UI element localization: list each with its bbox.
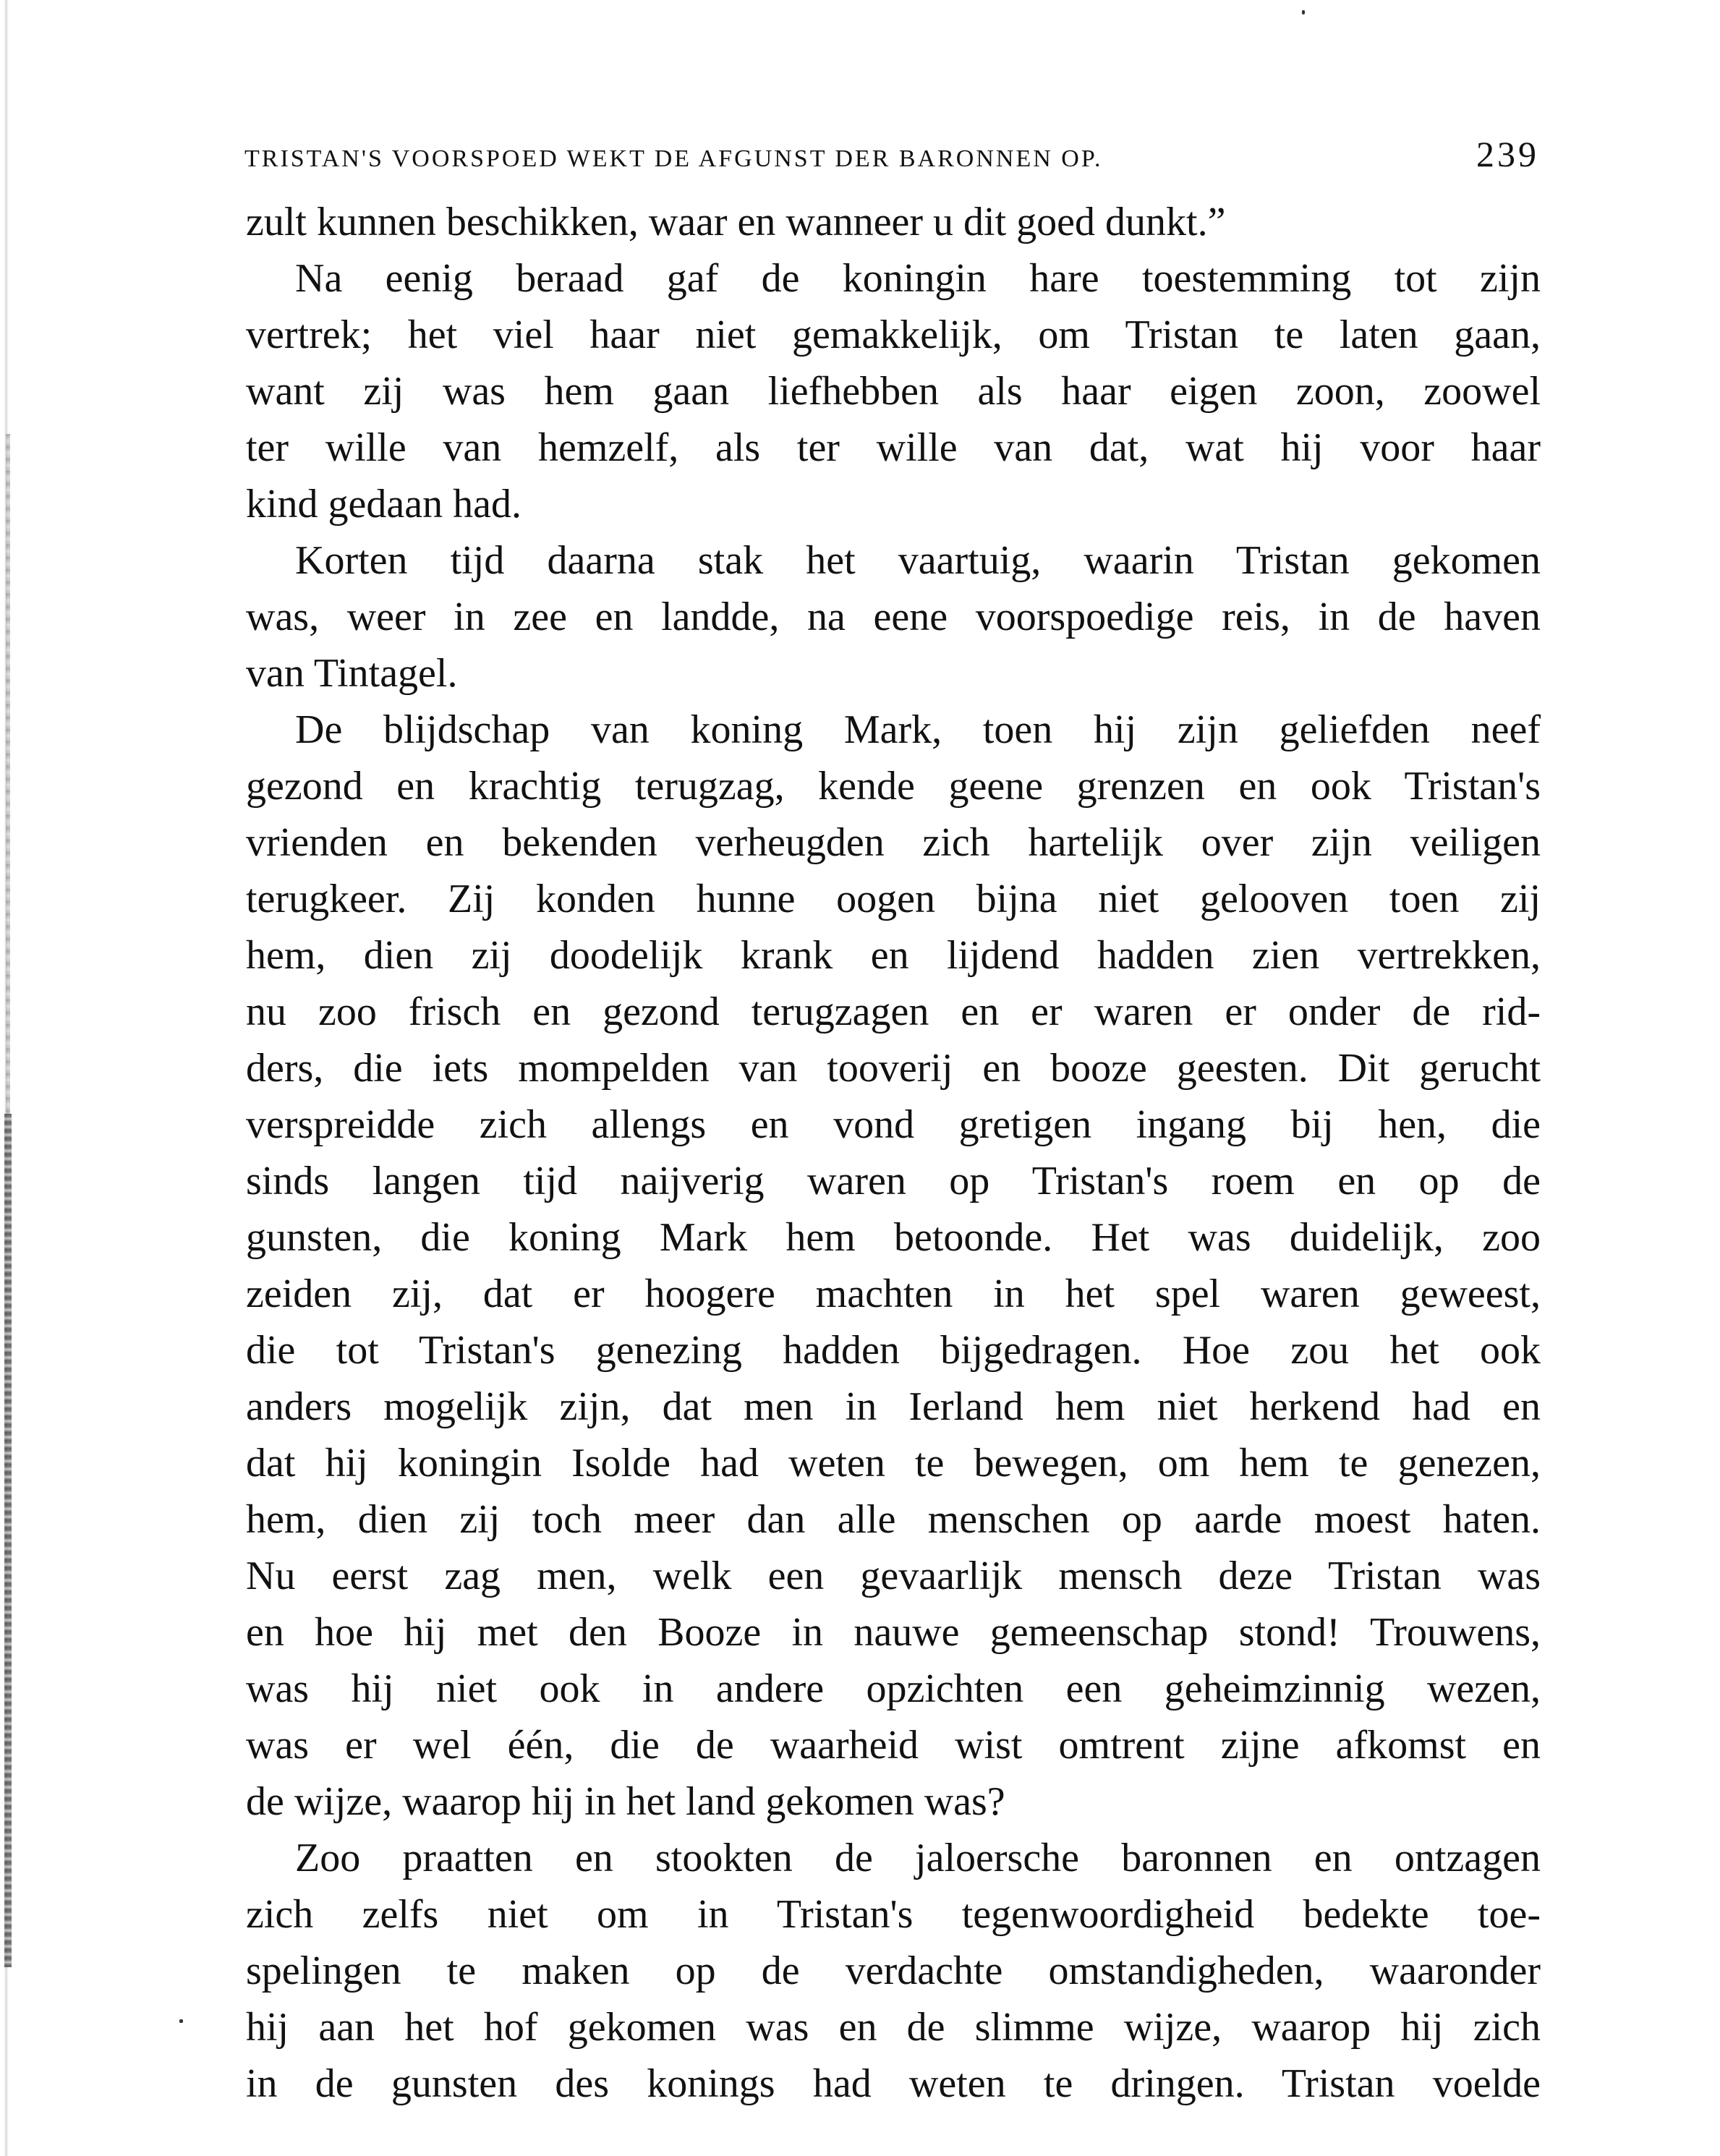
print-speck (1302, 10, 1305, 14)
text-line: die tot Tristan's genezing hadden bijgedragen. Hoe zou het ook (246, 1328, 1541, 1373)
text-line: in de gunsten des konings had weten te dringen. Tristan voelde (246, 2061, 1541, 2106)
text-line: verspreidde zich allengs en vond gretigen ingang bij hen, die (246, 1102, 1541, 1147)
text-line: gezond en krachtig terugzag, kende geene grenzen en ook Tristan's (246, 764, 1541, 809)
text-line: spelingen te maken op de verdachte omstandigheden, waaronder (246, 1948, 1541, 1993)
text-line: en hoe hij met den Booze in nauwe gemeenschap stond! Trouwens, (246, 1610, 1541, 1655)
running-header (244, 133, 1539, 184)
text-line: hij aan het hof gekomen was en de slimme wijze, waarop hij zich (246, 2005, 1541, 2050)
text-line: sinds langen tijd naijverig waren op Tristan's roem en op de (246, 1159, 1541, 1203)
running-head-title: TRISTAN'S VOORSPOED WEKT DE AFGUNST DER BARONNEN OP. (244, 145, 1103, 172)
text-line: anders mogelijk zijn, dat men in Ierland hem niet herkend had en (246, 1384, 1541, 1429)
text-line: was, weer in zee en landde, na eene voorspoedige reis, in de haven (246, 595, 1541, 639)
text-line: de wijze, waarop hij in het land gekomen was? (246, 1779, 1005, 1824)
body-text (246, 194, 1541, 2112)
text-line: ders, die iets mompelden van tooverij en booze geesten. Dit gerucht (246, 1046, 1541, 1091)
text-line: zult kunnen beschikken, waar en wanneer u dit goed dunkt.” (246, 200, 1226, 244)
text-line: was hij niet ook in andere opzichten een geheimzinnig wezen, (246, 1666, 1541, 1711)
text-line: hem, dien zij toch meer dan alle menschen op aarde moest haten. (246, 1497, 1541, 1542)
text-line: want zij was hem gaan liefhebben als haar eigen zoon, zoowel (246, 369, 1541, 414)
text-line: Na eenig beraad gaf de koningin hare toestemming tot zijn (295, 256, 1541, 301)
binding-shadow-dark (4, 1114, 12, 1967)
binding-shadow (6, 434, 10, 1114)
page-number: 239 (1476, 134, 1539, 174)
text-line: gunsten, die koning Mark hem betoonde. Het was duidelijk, zoo (246, 1215, 1541, 1260)
text-line: De blijdschap van koning Mark, toen hij zijn geliefden neef (295, 707, 1541, 752)
text-line: zeiden zij, dat er hoogere machten in het spel waren geweest, (246, 1271, 1541, 1316)
text-line: vrienden en bekenden verheugden zich hartelijk over zijn veiligen (246, 820, 1541, 865)
text-line: hem, dien zij doodelijk krank en lijdend hadden zien vertrekken, (246, 933, 1541, 978)
text-line: kind gedaan had. (246, 482, 521, 527)
text-line: van Tintagel. (246, 651, 458, 696)
text-line: dat hij koningin Isolde had weten te bewegen, om hem te genezen, (246, 1441, 1541, 1486)
text-line: Korten tijd daarna stak het vaartuig, waarin Tristan gekomen (295, 538, 1541, 583)
text-line: terugkeer. Zij konden hunne oogen bijna niet gelooven toen zij (246, 877, 1541, 921)
text-line: vertrek; het viel haar niet gemakkelijk, om Tristan te laten gaan, (246, 312, 1541, 357)
text-line: Zoo praatten en stookten de jaloersche baronnen en ontzagen (295, 1836, 1541, 1880)
text-line: ter wille van hemzelf, als ter wille van dat, wat hij voor haar (246, 425, 1541, 470)
text-line: Nu eerst zag men, welk een gevaarlijk mensch deze Tristan was (246, 1554, 1541, 1598)
text-line: nu zoo frisch en gezond terugzagen en er waren er onder de rid- (246, 989, 1541, 1034)
text-line: was er wel één, die de waarheid wist omtrent zijne afkomst en (246, 1723, 1541, 1768)
text-line: zich zelfs niet om in Tristan's tegenwoordigheid bedekte toe- (246, 1892, 1541, 1937)
print-speck (179, 2019, 183, 2023)
